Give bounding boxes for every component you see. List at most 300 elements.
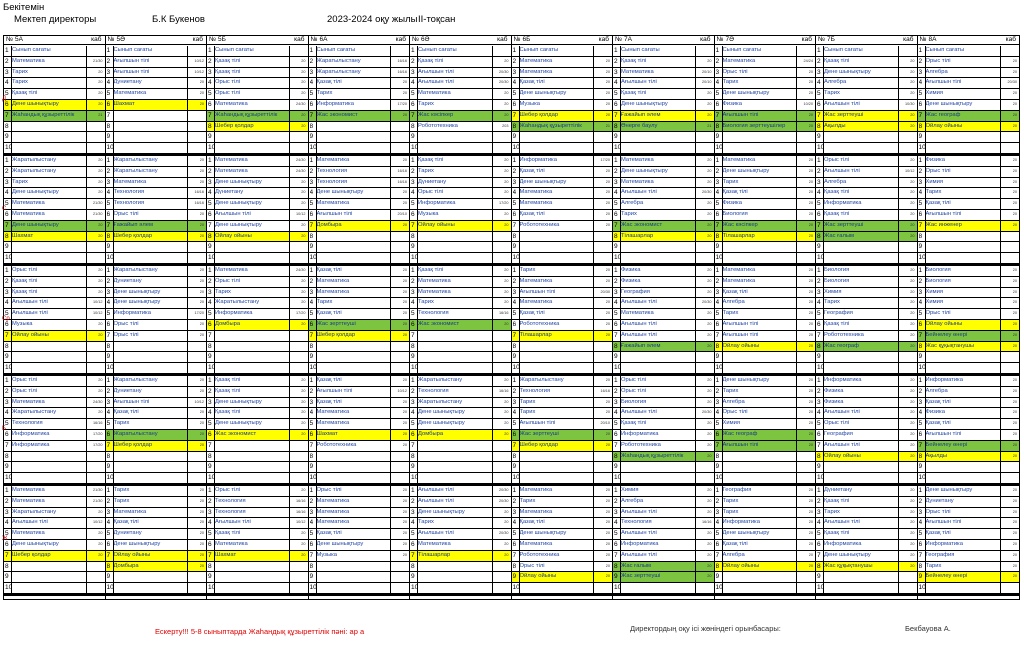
lesson-room: 20 <box>808 520 813 525</box>
lesson-room: 20 <box>199 509 204 514</box>
lesson-row <box>715 210 816 221</box>
lesson-number: 10 <box>208 254 215 262</box>
lesson-number: 7 <box>817 551 821 559</box>
cabinet-header: каб <box>1005 36 1016 43</box>
lesson-room: 20 <box>605 410 610 415</box>
lesson-subject: Дүниетану <box>824 487 853 493</box>
lesson-subject: Дене шынықтыру <box>621 101 668 107</box>
lesson-subject: Қазақ тілі <box>215 68 241 75</box>
lesson-subject: Ағылшын тілі <box>519 288 556 295</box>
lesson-subject: Математика <box>418 288 451 295</box>
lesson-row <box>106 398 207 409</box>
lesson-subject: Технология <box>215 508 246 515</box>
lesson-number: 6 <box>5 541 9 548</box>
lesson-number: 1 <box>411 47 415 54</box>
num-header: № <box>513 36 521 43</box>
lesson-room: 20 <box>402 80 407 85</box>
grid-line <box>925 486 926 594</box>
lesson-number: 2 <box>5 57 9 65</box>
lesson-room: 20 <box>199 168 204 173</box>
lesson-row <box>106 387 207 398</box>
lesson-room: 20 <box>504 542 509 546</box>
lesson-row <box>4 331 105 342</box>
lesson-number: 10 <box>309 584 317 592</box>
class-name: 6А <box>319 36 328 43</box>
lesson-row <box>410 277 511 288</box>
num-header: № <box>818 36 825 43</box>
lesson-subject: Алгебра <box>621 200 644 207</box>
lesson-number: 9 <box>309 353 314 361</box>
lesson-number: 4 <box>309 409 314 417</box>
lesson-room: 20 <box>1012 102 1017 106</box>
lesson-room: 20 <box>605 311 610 316</box>
lesson-number: 7 <box>512 331 517 339</box>
lesson-number: 10 <box>918 474 926 482</box>
lesson-subject: Жас кәсіпкер <box>722 221 758 228</box>
lesson-number: 5 <box>614 200 618 208</box>
lesson-row <box>207 199 308 210</box>
lesson-number: 2 <box>715 497 720 505</box>
lesson-subject: Жас зерттеуші <box>824 221 864 228</box>
class-column-header <box>816 36 917 45</box>
lesson-subject: Математика <box>418 541 451 547</box>
lesson-number: 8 <box>918 452 923 460</box>
day-block <box>106 46 207 156</box>
grid-line <box>519 46 520 154</box>
lesson-room: 20 <box>504 432 509 436</box>
lesson-row <box>106 583 207 594</box>
lesson-subject: Ағылшын тілі <box>12 519 48 526</box>
lesson-room: 20 <box>707 233 712 238</box>
grid-line <box>86 266 87 374</box>
lesson-subject: Орыс тілі <box>722 68 748 75</box>
lesson-row <box>410 497 511 508</box>
lesson-row <box>106 78 207 89</box>
lesson-row <box>918 288 1020 299</box>
lesson-subject: Дүниетану <box>418 178 447 185</box>
lesson-room: 20 <box>605 542 610 546</box>
lesson-number: 6 <box>5 101 9 108</box>
lesson-room: 20 <box>910 432 915 436</box>
lesson-room: 20 <box>605 58 610 63</box>
lesson-row <box>715 46 816 57</box>
lesson-number: 5 <box>614 310 618 318</box>
class-column-5 <box>512 36 614 599</box>
lesson-subject: Қазақ тілі <box>621 57 647 64</box>
lesson-room: 20 <box>605 378 610 382</box>
lesson-subject: Ағылшын тілі <box>621 321 657 327</box>
footer-note: Ескерту!!! 5-8 сыныптарда Жаһандық құзыреттілік пәні: ар а <box>155 627 365 636</box>
lesson-number: 3 <box>918 178 923 186</box>
lesson-number: 6 <box>817 211 821 218</box>
lesson-room: 20 <box>301 378 306 382</box>
lesson-number: 7 <box>817 111 821 119</box>
lesson-subject: Ағылшын тілі <box>824 519 860 526</box>
lesson-subject: Сынып сағаты <box>925 47 965 53</box>
lesson-room: 20 <box>707 343 712 348</box>
lesson-subject: Химия <box>824 288 842 295</box>
lesson-room: 20 <box>504 158 509 162</box>
lesson-subject: Химия <box>621 487 639 493</box>
lesson-subject: Сынып сағаты <box>418 47 457 53</box>
lesson-number: 3 <box>817 288 821 296</box>
lesson-number: 8 <box>817 342 821 350</box>
lesson-room: 20 <box>808 80 813 85</box>
lesson-number: 8 <box>512 342 517 350</box>
lesson-room: 20 <box>707 563 712 568</box>
lesson-number: 4 <box>106 189 111 197</box>
lesson-row <box>816 68 917 79</box>
lesson-row <box>613 253 714 264</box>
lesson-number: 7 <box>715 111 720 119</box>
num-header: № <box>716 36 724 43</box>
lesson-row <box>309 210 410 221</box>
lesson-room: 20 <box>1012 332 1017 337</box>
lesson-room: 20 <box>808 388 813 393</box>
lesson-number: 10 <box>614 474 621 482</box>
lesson-number: 2 <box>512 387 517 395</box>
lesson-number: 10 <box>309 364 317 372</box>
grid-line <box>620 486 621 594</box>
lesson-subject: Биология <box>824 277 850 284</box>
lesson-subject: Биология <box>925 267 951 273</box>
lesson-number: 7 <box>715 221 720 229</box>
lesson-number: 4 <box>309 79 314 87</box>
lesson-row <box>918 242 1020 253</box>
approval-label: Бекітемін <box>3 2 45 13</box>
lesson-row <box>4 572 105 583</box>
lesson-subject: Робототехника <box>824 331 864 338</box>
lesson-row <box>4 529 105 540</box>
lesson-number: 10 <box>918 254 926 262</box>
lesson-room: 20 <box>402 158 407 162</box>
lesson-row <box>207 309 308 320</box>
director-name: Б.К Букенов <box>152 14 205 25</box>
lesson-row <box>309 199 410 210</box>
lesson-room: 20 <box>199 410 204 415</box>
lesson-row <box>106 309 207 320</box>
lesson-number: 9 <box>309 243 314 251</box>
lesson-row <box>207 572 308 583</box>
lesson-row <box>512 441 613 452</box>
lesson-row <box>410 232 511 243</box>
lesson-subject: Тарих <box>113 487 130 493</box>
lesson-room: 20 <box>301 80 306 85</box>
lesson-subject: Ағылшын тілі <box>621 79 657 86</box>
lesson-subject: Математика <box>12 530 45 537</box>
lesson-number: 3 <box>309 508 314 516</box>
lesson-number: 9 <box>208 463 212 471</box>
lesson-number: 8 <box>106 232 111 240</box>
lesson-subject: Қазақ тілі <box>215 409 241 416</box>
lesson-number: 8 <box>715 122 720 130</box>
lesson-subject: Робототехника <box>316 441 357 448</box>
lesson-row <box>106 452 207 463</box>
lesson-row <box>613 529 714 540</box>
lesson-subject: Биология <box>824 267 850 273</box>
lesson-subject: Информатика <box>215 310 253 317</box>
lesson-room: 20 <box>301 322 306 326</box>
lesson-subject: Домбыра <box>215 321 241 327</box>
lesson-number: 5 <box>411 420 415 428</box>
lesson-number: 10 <box>715 474 723 482</box>
lesson-subject: Дене шынықтыру <box>316 189 364 196</box>
lesson-row <box>613 78 714 89</box>
lesson-room: 20 <box>808 212 813 216</box>
lesson-number: 3 <box>5 288 9 296</box>
lesson-room: 20 <box>504 520 509 525</box>
lesson-number: 9 <box>614 133 618 141</box>
lesson-subject: Ғажайып әлем <box>621 111 661 118</box>
lesson-number: 4 <box>715 409 720 417</box>
lesson-row <box>512 452 613 463</box>
lesson-number: 7 <box>309 111 314 119</box>
lesson-room: 20 <box>910 289 915 294</box>
deputy-name: Бекбауова А. <box>905 624 951 633</box>
lesson-number: 8 <box>106 342 111 350</box>
lesson-number: 2 <box>411 277 415 285</box>
lesson-room: 20 <box>605 179 610 184</box>
lesson-row <box>4 562 105 573</box>
lesson-subject: Жаратылыстану <box>12 167 57 174</box>
grid-line <box>620 376 621 484</box>
lesson-number: 4 <box>5 409 9 417</box>
class-column-header <box>918 36 1020 45</box>
lesson-row <box>613 288 714 299</box>
day-block <box>410 266 511 376</box>
grid-line <box>519 486 520 594</box>
lesson-row <box>207 518 308 529</box>
lesson-row <box>106 497 207 508</box>
class-column-header <box>512 36 613 45</box>
lesson-subject: Математика <box>12 57 45 64</box>
lesson-subject: Технология <box>519 387 551 394</box>
lesson-number: 2 <box>715 277 720 285</box>
lesson-subject: Ағылшын тілі <box>418 497 454 504</box>
lesson-room: 20 <box>1012 91 1017 96</box>
lesson-subject: Шебер қолдар <box>316 331 356 338</box>
lesson-room: 20 <box>301 222 306 227</box>
lesson-subject: Алгебра <box>925 68 948 75</box>
lesson-subject: Робототехника <box>418 122 458 129</box>
lesson-number: 7 <box>614 111 618 119</box>
lesson-row <box>816 486 917 497</box>
lesson-room: 20 <box>808 432 813 436</box>
lesson-subject: Дене шынықтыру <box>824 551 871 558</box>
lesson-subject: Дене шынықтыру <box>519 178 567 185</box>
lesson-room: 20 <box>199 542 204 546</box>
grid-line <box>113 266 114 374</box>
lesson-number: 10 <box>106 144 114 152</box>
lesson-subject: Алгебра <box>824 178 847 185</box>
lesson-number: 8 <box>208 122 212 130</box>
day-block <box>309 156 410 266</box>
lesson-room: 20 <box>1012 179 1017 184</box>
lesson-row <box>410 122 511 133</box>
lesson-number: 6 <box>411 211 415 218</box>
lesson-room: 20 <box>808 168 813 173</box>
lesson-room: 20 <box>707 378 712 382</box>
lesson-number: 5 <box>309 530 314 538</box>
grid-line <box>390 156 391 264</box>
lesson-subject: Музыка <box>12 321 33 327</box>
lesson-number: 10 <box>512 474 520 482</box>
lesson-room: 20 <box>98 509 103 514</box>
lesson-number: 2 <box>106 497 111 505</box>
lesson-subject: Сынып сағаты <box>621 47 660 53</box>
lesson-subject: Дүниетану <box>925 497 954 504</box>
lesson-number: 1 <box>614 267 618 274</box>
lesson-row <box>715 232 816 243</box>
lesson-subject: Қазақ тілі <box>519 519 545 526</box>
lesson-row <box>106 320 207 331</box>
class-name: 6Б <box>522 36 531 43</box>
lesson-number: 2 <box>715 57 720 65</box>
lesson-room: 20 <box>504 168 509 173</box>
lesson-subject: Ойлау ойыны <box>12 331 49 338</box>
lesson-subject: Математика <box>519 508 553 515</box>
lesson-number: 6 <box>817 431 821 438</box>
lesson-room: 20 <box>98 378 103 382</box>
lesson-number: 6 <box>918 101 923 108</box>
lesson-number: 10 <box>411 584 418 592</box>
lesson-row <box>512 376 613 387</box>
lesson-subject: Дене шынықтыру <box>418 409 465 416</box>
lesson-number: 6 <box>309 211 314 218</box>
lesson-room: 20 <box>910 388 915 393</box>
lesson-number: 1 <box>5 47 9 54</box>
grid-line <box>593 156 594 264</box>
lesson-row <box>207 100 308 111</box>
lesson-room: 20 <box>98 410 103 415</box>
lesson-room: 20 <box>504 278 509 283</box>
lesson-row <box>715 441 816 452</box>
lesson-room: 20 <box>199 91 204 96</box>
lesson-number: 6 <box>512 101 517 108</box>
lesson-subject: Ағылшын тілі <box>113 68 150 75</box>
lesson-number: 6 <box>614 541 618 548</box>
lesson-subject: Қазақ тілі <box>621 420 647 427</box>
grid-line <box>113 46 114 154</box>
lesson-row <box>106 486 207 497</box>
lesson-room: 21/30 <box>92 201 103 206</box>
lesson-room: 20 <box>707 278 712 283</box>
lesson-number: 9 <box>512 573 517 581</box>
lesson-subject: Дене шынықтыру <box>12 101 59 107</box>
lesson-number: 2 <box>5 387 9 395</box>
lesson-subject: Домбыра <box>113 562 139 569</box>
lesson-room: 20 <box>910 179 915 184</box>
lesson-number: 2 <box>5 167 9 175</box>
lesson-number: 3 <box>614 68 618 76</box>
cabinet-header: каб <box>497 36 508 43</box>
grid-line <box>289 46 290 154</box>
lesson-subject: Ағылшын тілі <box>621 299 657 306</box>
lesson-row <box>4 583 105 594</box>
lesson-room: 20 <box>707 158 712 162</box>
lesson-number: 1 <box>106 47 111 54</box>
lesson-subject: Дене шынықтыру <box>113 288 161 295</box>
lesson-number: 5 <box>309 200 314 208</box>
lesson-row <box>512 89 613 100</box>
lesson-number: 5 <box>715 90 720 98</box>
lesson-row <box>4 210 105 221</box>
lesson-subject: Ағылшын тілі <box>215 211 251 217</box>
day-block <box>207 486 308 596</box>
lesson-row <box>309 508 410 519</box>
lesson-row <box>309 68 410 79</box>
lesson-number: 3 <box>411 288 415 296</box>
lesson-row <box>309 277 410 288</box>
lesson-number: 6 <box>106 321 111 328</box>
lesson-subject: Бейнелеу өнері <box>925 441 968 448</box>
lesson-room: 20 <box>301 91 306 96</box>
grid-line <box>214 486 215 594</box>
lesson-row <box>207 540 308 551</box>
lesson-room: 10/12 <box>397 388 407 393</box>
lesson-room: 17/20 <box>295 311 306 316</box>
lesson-subject: Орыс тілі <box>925 508 951 515</box>
lesson-number: 1 <box>5 487 9 494</box>
lesson-number: 8 <box>309 452 314 460</box>
lesson-number: 7 <box>106 441 111 449</box>
lesson-number: 6 <box>5 321 9 328</box>
class-column-header <box>309 36 410 45</box>
lesson-room: 20 <box>1012 432 1017 436</box>
lesson-number: 5 <box>5 200 9 208</box>
lesson-number: 6 <box>309 431 314 438</box>
lesson-room: 20 <box>199 378 204 382</box>
lesson-number: 4 <box>918 409 923 417</box>
lesson-room: 20 <box>808 112 813 117</box>
lesson-subject: Дүниетану <box>215 189 244 196</box>
lesson-row <box>4 452 105 463</box>
lesson-number: 1 <box>512 47 517 54</box>
lesson-subject: Қазақ тілі <box>824 211 850 217</box>
lesson-number: 2 <box>411 57 415 65</box>
lesson-row <box>715 508 816 519</box>
lesson-room: 20 <box>98 168 103 173</box>
lesson-row <box>918 100 1020 111</box>
lesson-room: 20 <box>605 69 610 74</box>
cabinet-header: каб <box>192 36 203 43</box>
lesson-room: 16/16 <box>397 179 407 184</box>
lesson-number: 1 <box>411 487 415 494</box>
lesson-number: 1 <box>309 157 314 164</box>
lesson-number: 9 <box>411 353 415 361</box>
lesson-subject: Жаратылыстану <box>113 167 158 174</box>
lesson-row <box>816 309 917 320</box>
lesson-subject: Тарих <box>722 497 739 504</box>
lesson-row <box>309 387 410 398</box>
lesson-row <box>816 331 917 342</box>
grid-line <box>316 266 317 374</box>
lesson-number: 1 <box>715 487 720 494</box>
lesson-row <box>106 266 207 277</box>
lesson-number: 9 <box>715 133 720 141</box>
lesson-row <box>309 89 410 100</box>
lesson-number: 9 <box>106 243 111 251</box>
lesson-room: 20 <box>605 300 610 305</box>
lesson-subject: Қазақ тілі <box>316 530 342 537</box>
grid-line <box>695 486 696 594</box>
lesson-number: 8 <box>208 452 212 460</box>
lesson-row <box>207 111 308 122</box>
lesson-number: 5 <box>411 200 415 208</box>
lesson-row <box>715 342 816 353</box>
lesson-row <box>106 551 207 562</box>
lesson-subject: Жаратылыстану <box>113 157 158 163</box>
